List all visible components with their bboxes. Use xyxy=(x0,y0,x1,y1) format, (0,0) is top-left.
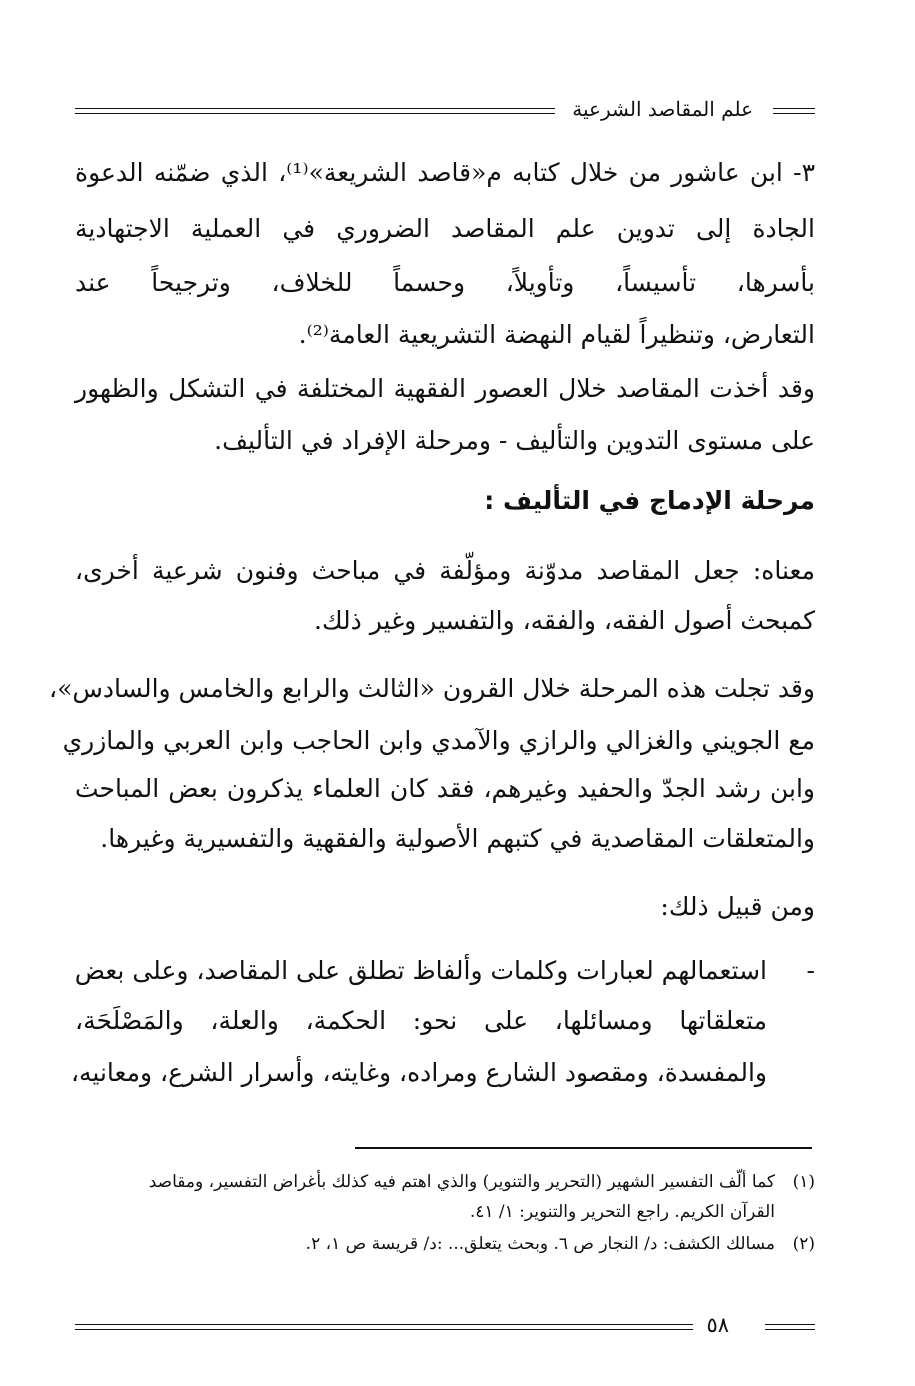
footnote-1-text: كما ألّف التفسير الشهير (التحرير والتنوير) والذي اهتم فيه كذلك بأغراض التفسير، ومقاصد xyxy=(148,1172,775,1192)
footnote-1-text-cont: القرآن الكريم. راجع التحرير والتنوير: ١/ ٤١. xyxy=(469,1202,775,1222)
header-rule-right xyxy=(773,108,815,109)
footer-rule-right xyxy=(765,1324,815,1325)
bullet-line-3: والمفسدة، ومقصود الشارع ومراده، وغايته، وأسرار الشرع، ومعانيه، xyxy=(70,1058,767,1087)
running-header xyxy=(75,92,815,132)
para2-line-1: معناه: جعل المقاصد مدوّنة ومؤلّفة في مباحث وفنون شرعية أخرى، xyxy=(75,556,815,585)
header-rule-left xyxy=(75,108,555,109)
page-number: ٥٨ xyxy=(706,1313,729,1337)
footer-rule-left xyxy=(75,1324,693,1325)
para3-line-3: وابن رشد الجدّ والحفيد وغيرهم، فقد كان العلماء يذكرون بعض المباحث xyxy=(75,774,815,803)
para2-line-2: كمبحث أصول الفقه، والفقه، والتفسير وغير ذلك. xyxy=(314,606,815,635)
footnote-separator xyxy=(355,1147,812,1149)
body-line-3: بأسرها، تأسيساً، وتأويلاً، وحسماً للخلاف، وترجيحاً عند xyxy=(75,268,815,297)
bullet-line-1: استعمالهم لعبارات وكلمات وألفاظ تطلق على المقاصد، وعلى بعض xyxy=(74,956,767,985)
body-line-5: وقد أخذت المقاصد خلال العصور الفقهية المختلفة في التشكل والظهور xyxy=(75,374,815,403)
para3-line-2: مع الجويني والغزالي والرازي والآمدي وابن الحاجب وابن العربي والمازري xyxy=(62,726,815,755)
body-line-6: على مستوى التدوين والتأليف - ومرحلة الإفراد في التأليف. xyxy=(214,426,815,455)
para3-line-4: والمتعلقات المقاصدية في كتبهم الأصولية والفقهية والتفسيرية وغيرها. xyxy=(100,824,815,853)
section-heading: مرحلة الإدماج في التأليف : xyxy=(484,486,815,515)
running-header-title: علم المقاصد الشرعية xyxy=(562,94,763,124)
para3-line-1: وقد تجلت هذه المرحلة خلال القرون «الثالث والرابع والخامس والسادس»، xyxy=(49,674,815,703)
body-line-1: ٣- ابن عاشور من خلال كتابه م«قاصد الشريعة»⁽¹⁾، الذي ضمّنه الدعوة xyxy=(75,158,815,187)
footnote-2 xyxy=(75,1228,815,1260)
body-line-2: الجادة إلى تدوين علم المقاصد الضروري في العملية الاجتهادية xyxy=(75,214,815,243)
page-footer xyxy=(75,1310,815,1346)
footnote-1-continuation xyxy=(75,1196,775,1228)
bullet-line-2: متعلقاتها ومسائلها، على نحو: الحكمة، والعلة، والمَصْلَحَة، xyxy=(75,1006,767,1035)
bullet-dash: - xyxy=(806,956,815,985)
footnote-2-number: (٢) xyxy=(792,1234,815,1254)
footnote-2-text: مسالك الكشف: د/ النجار ص ٦. وبحث يتعلق... :د/ قريسة ص ١، ٢. xyxy=(305,1234,775,1254)
footnote-1 xyxy=(75,1166,815,1198)
body-line-4: التعارض، وتنظيراً لقيام النهضة التشريعية العامة⁽²⁾. xyxy=(298,320,815,349)
footnote-1-number: (١) xyxy=(792,1172,815,1192)
para4-line: ومن قبيل ذلك: xyxy=(660,892,815,921)
